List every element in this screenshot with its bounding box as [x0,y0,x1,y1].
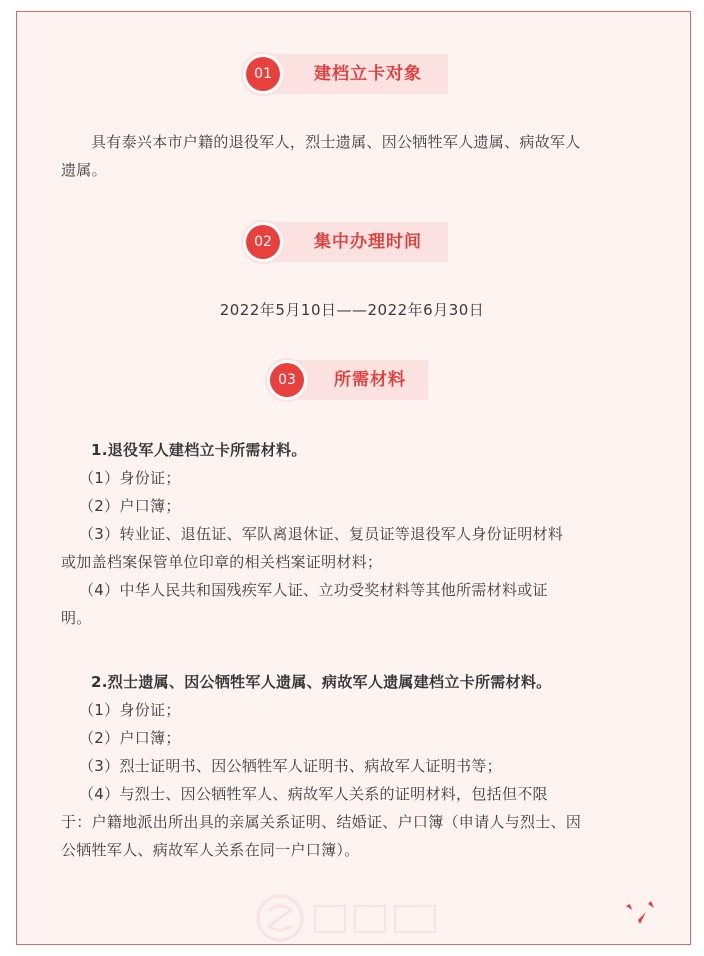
group-heading: 2.烈士遗属、因公牺牲军人遗属、病故军人遗属建档立卡所需材料。 [91,673,552,691]
list-item-continuation: 或加盖档案保管单位印章的相关档案证明材料； [61,553,383,571]
birds-decoration-icon [620,898,660,928]
section-header-03 [0,358,704,402]
section-number-badge: 01 [246,57,280,91]
materials-group-1 [61,436,668,632]
materials-group-2 [61,668,668,864]
section-title: 建档立卡对象 [314,64,422,84]
list-item: （3）烈士证明书、因公牺牲军人证明书、病故军人证明书等； [79,757,502,775]
list-item: （1）身份证； [79,701,181,719]
list-item: （2）户口簿； [79,729,181,747]
list-item: （4）中华人民共和国残疾军人证、立功受奖材料等其他所需材料或证 [79,581,548,599]
list-item: （3）转业证、退伍证、军队离退休证、复员证等退役军人身份证明材料 [79,525,564,543]
group-heading: 1.退役军人建档立卡所需材料。 [91,441,307,459]
list-item-continuation: 公牺牲军人、病故军人关系在同一户口簿）。 [61,841,360,859]
processing-period: 2022年5月10日——2022年6月30日 [219,301,485,319]
list-item: （2）户口簿； [79,497,181,515]
section-number-badge: 02 [246,225,280,259]
list-item-continuation: 明。 [61,609,92,627]
targets-paragraph: 具有泰兴本市户籍的退役军人，烈士遗属、因公牺牲军人遗属、病故军人 遗属。 [61,133,581,179]
section-header-02 [0,220,704,264]
list-item-continuation: 于：户籍地派出所出具的亲属关系证明、结婚证、户口簿（申请人与烈士、因 [61,813,582,831]
list-item: （1）身份证； [79,469,181,487]
list-item: （4）与烈士、因公牺牲军人、病故军人关系的证明材料，包括但不限 [79,785,548,803]
section-number-badge: 03 [270,363,304,397]
watermark-logo-icon [255,888,455,948]
section-title: 集中办理时间 [314,232,422,252]
section-title: 所需材料 [334,370,406,390]
section-header-01 [0,52,704,96]
